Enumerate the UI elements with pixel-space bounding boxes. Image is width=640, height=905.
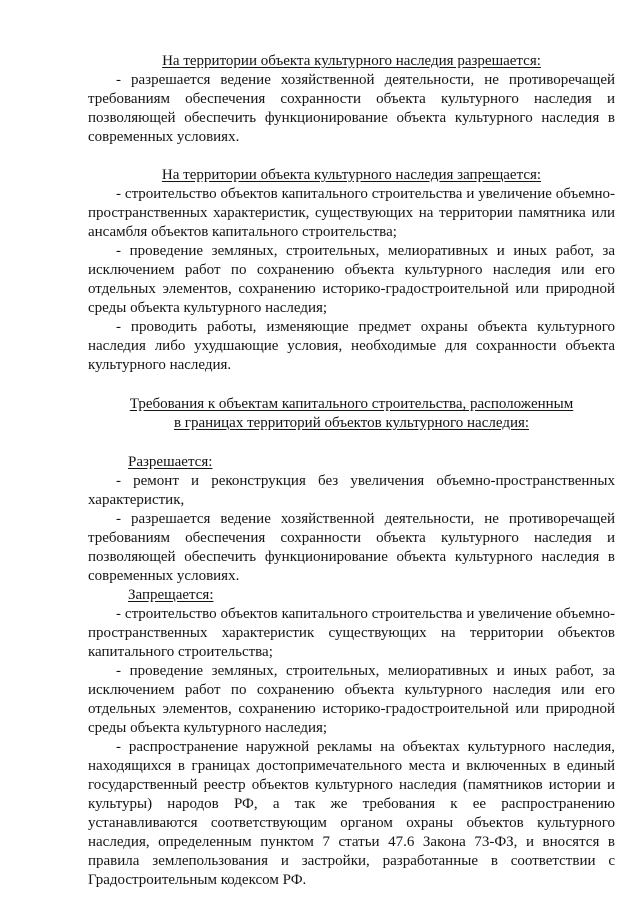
section-forbidden-heading: На территории объекта культурного наследия запрещается: (161, 167, 542, 183)
requirements-forbidden-paragraph-3: - распространение наружной рекламы на объектах культурного наследия, находящихся в границах достопримечательного места и включенных в единый государственный реестр объектов культурного наследия (памятников истории и культуры) народов РФ, а так же требования к ее распространению устанавливаются соответствующим органом охраны объектов культурного наследия, определенным пунктом 7 статьи 47.6 Закона 73-ФЗ, и вносятся в правила землепользования и застройки, разработанные в соответствии с Градостроительным кодексом РФ. (88, 739, 615, 888)
requirements-forbidden-label: Запрещается: (128, 587, 214, 603)
section-forbidden-paragraph-1: - строительство объектов капитального строительства и увеличение объемно-пространственных характеристик, существующих на территории памятника или ансамбля объектов капитального строительства; (88, 186, 615, 240)
document-page (88, 52, 615, 890)
section-requirements-heading-line-1: Требования к объектам капитального строительства, расположенным (129, 396, 574, 412)
section-allowed-paragraph-1: - разрешается ведение хозяйственной деятельности, не противоречащей требованиям обеспечения сохранности объекта культурного наследия и позволяющей обеспечить функционирование объекта культурного наследия в современных условиях. (88, 72, 615, 145)
requirements-forbidden (88, 586, 615, 890)
requirements-allowed (88, 453, 615, 586)
section-forbidden (88, 166, 615, 375)
section-forbidden-paragraph-3: - проводить работы, изменяющие предмет охраны объекта культурного наследия либо ухудшающие условия, необходимые для сохранности объекта культурного наследия. (88, 319, 615, 373)
requirements-allowed-label: Разрешается: (128, 454, 213, 470)
requirements-allowed-paragraph-1: - ремонт и реконструкция без увеличения объемно-пространственных характеристик, (88, 473, 615, 508)
requirements-forbidden-paragraph-1: - строительство объектов капитального строительства и увеличение объемно-пространственных характеристик существующих на территории объектов капитального строительства; (88, 606, 615, 660)
requirements-forbidden-paragraph-2: - проведение земляных, строительных, мелиоративных и иных работ, за исключением работ по сохранению объекта культурного наследия или его отдельных элементов, сохранению историко-градостроительной или природной среды объекта культурного наследия; (88, 663, 615, 736)
section-allowed-heading: На территории объекта культурного наследия разрешается: (162, 53, 541, 69)
requirements-allowed-paragraph-2: - разрешается ведение хозяйственной деятельности, не противоречащей требованиям обеспечения сохранности объекта культурного наследия и позволяющей обеспечить функционирование объекта культурного наследия в современных условиях. (88, 511, 615, 584)
section-requirements-heading-line-2: в границах территорий объектов культурного наследия: (173, 415, 530, 431)
section-allowed (88, 52, 615, 147)
section-forbidden-paragraph-2: - проведение земляных, строительных, мелиоративных и иных работ, за исключением работ по сохранению объекта культурного наследия или его отдельных элементов, сохранению историко-градостроительной или природной среды объекта культурного наследия; (88, 243, 615, 316)
section-requirements (88, 395, 615, 890)
